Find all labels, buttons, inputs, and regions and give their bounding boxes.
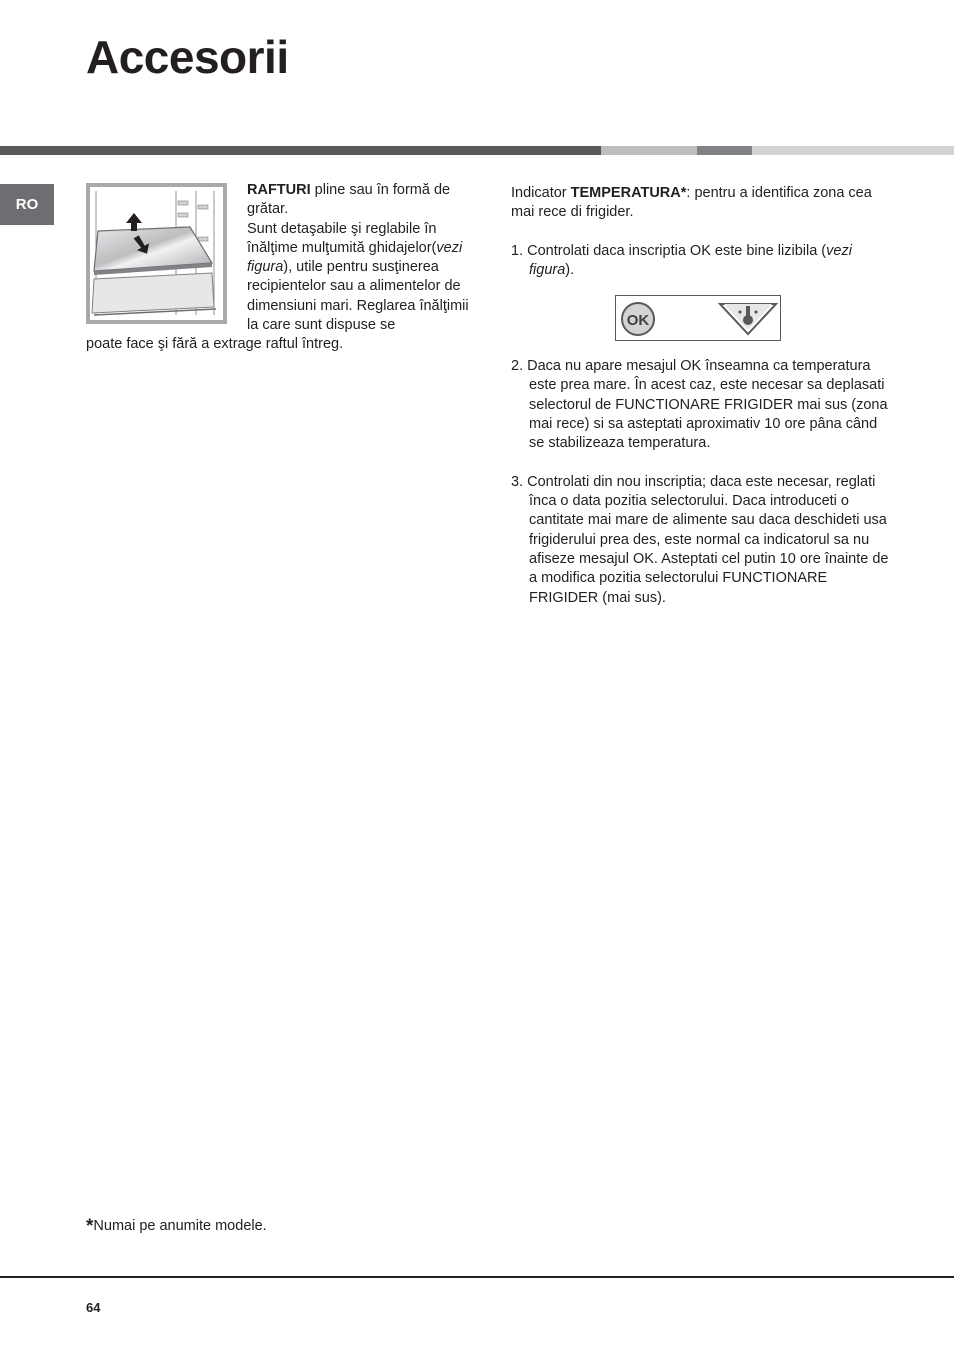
shelf-illustration [86,183,227,324]
temperature-symbol-icon [720,304,776,334]
footer-rule [0,1276,954,1278]
instruction-item-1 [511,242,891,281]
intro-after: : pentru a identifica zona cea mai rece di frigider. [511,185,872,221]
item1-after: ). [565,262,575,279]
page-number: 64 [86,1300,101,1315]
footnote-star: * [86,1216,94,1237]
temperature-indicator-section [511,184,891,300]
shelves-figure-ref: vezi figura [247,239,463,276]
instruction-item-2: 2. Daca nu apare mesajul OK înseamna ca temperatura este prea mare. În acest caz, este necesar sa deplasati selectorul de FUNCTIONARE FRIGIDER mai sus (zona mai rece) si sa asteptati aproximativ 10 ore pâna când se stabilizeaza temperatura. [511,358,888,452]
footnote [86,1216,267,1238]
header-bar-light [601,146,697,155]
intro-bold: TEMPERATURA* [570,185,687,201]
temperature-indicator-figure [615,295,781,341]
shelves-line2-before: Sunt detaşabile şi reglabile în înălţime mulţumită ghidajelor( [247,220,437,256]
ok-indicator-label: OK [626,312,650,329]
header-bar-dark [0,146,601,155]
instruction-list-continued [511,357,891,627]
header-bar-mid [697,146,752,155]
item1-figure-ref: vezi figura [529,242,852,279]
page-title: Accesorii [86,31,289,83]
shelves-description [247,181,479,335]
shelves-continuation: poate face şi fără a extrage raftul întreg. [86,336,344,352]
instruction-item-3: 3. Controlati din nou inscriptia; daca este necesar, reglati înca o data pozitia selectorului. Daca introduceti o cantitate mai mare de alimente sau daca deschideti usa frigiderului prea des, este normal ca indicatorul sa nu afiseze mesajul OK. Asteptati cel putin 10 ore înainte de a modifica pozitia selectorului FUNCTIONARE FRIGIDER (mai sus). [511,473,889,606]
shelves-line1: pline sau în formă de grătar. [247,182,451,218]
intro-before: Indicator [511,185,571,201]
header-bar-pale [752,146,954,155]
footnote-text: Numai pe anumite modele. [93,1218,267,1234]
shelves-heading: RAFTURI [247,182,311,198]
item1-before: 1. Controlati daca inscriptia OK este bine lizibila ( [511,242,827,259]
temperature-intro [511,184,891,223]
shelves-line2-after: ), utile pentru susţinerea recipientelor sau a alimentelor de dimensiuni mari. Reglarea înălţimii la care sunt dispuse se [247,259,469,334]
shelf-drawing-icon [86,183,227,324]
language-tab: RO [0,184,54,225]
